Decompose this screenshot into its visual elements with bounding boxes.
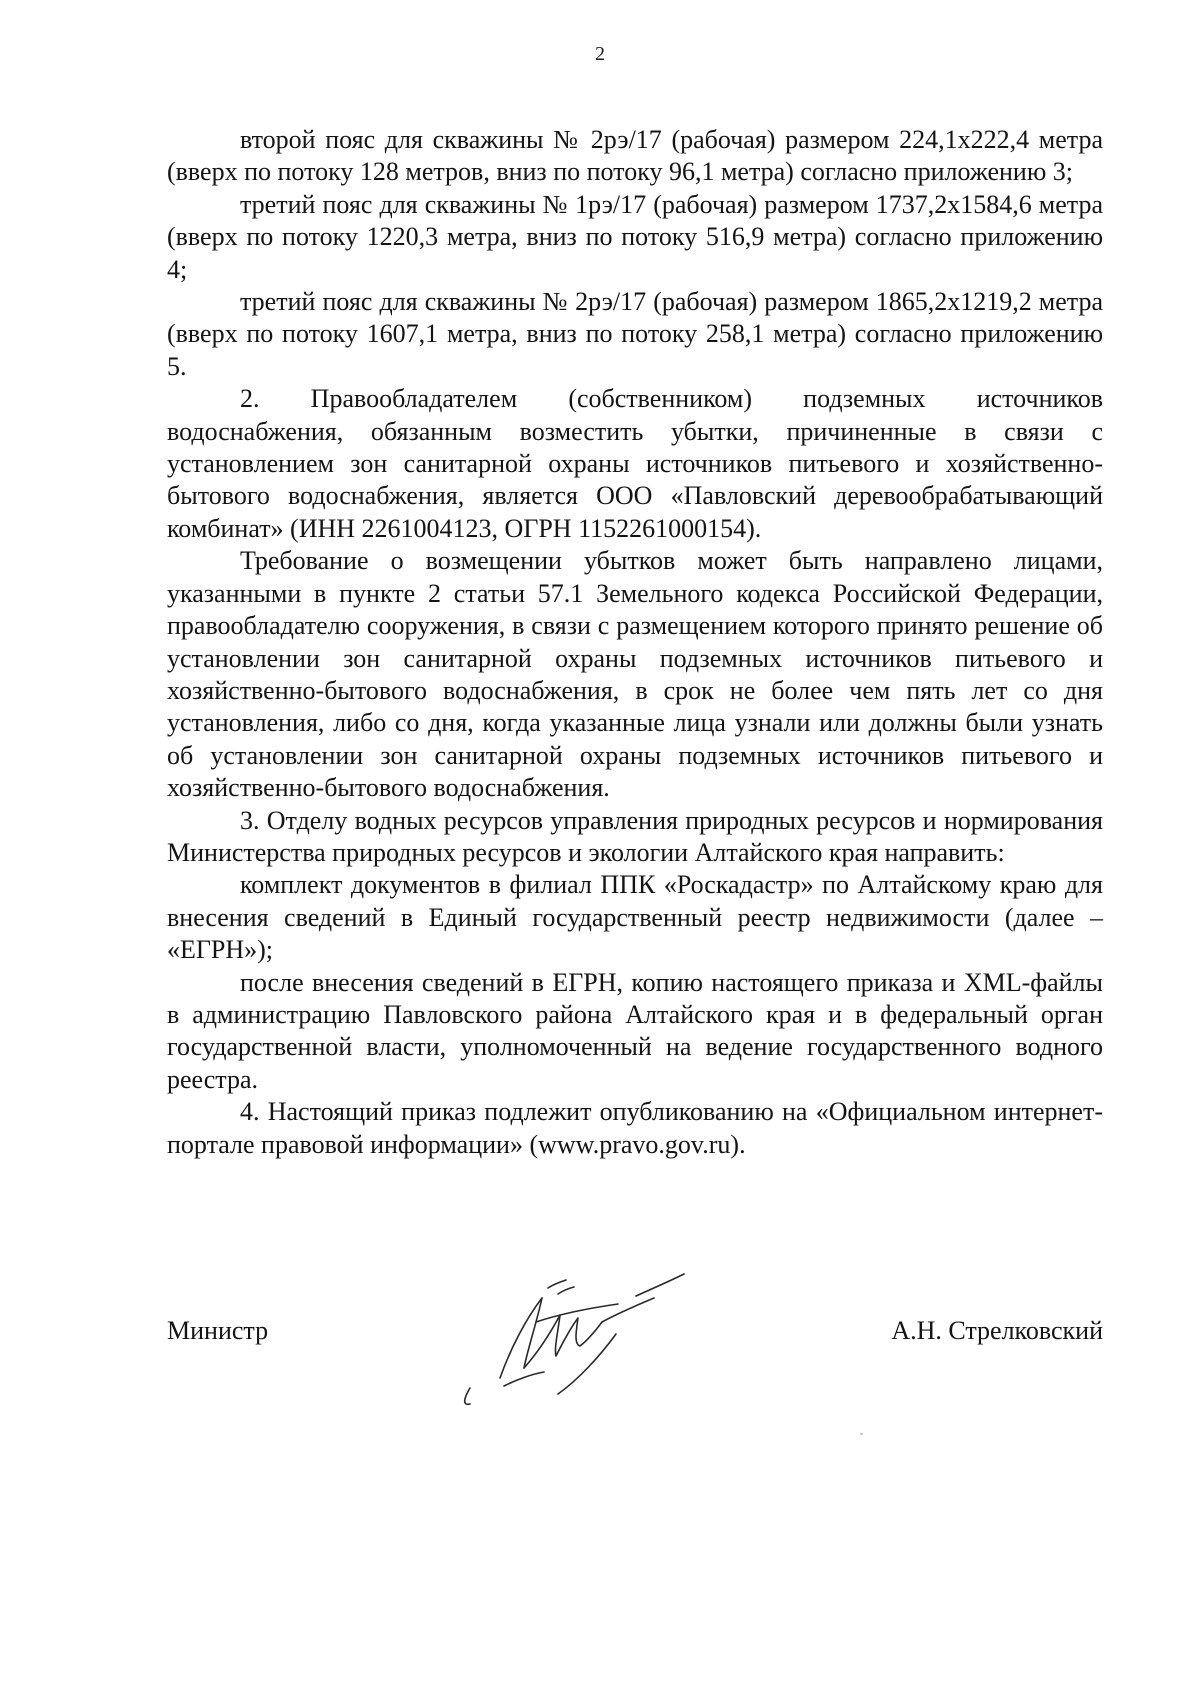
- scan-speck: [860, 1433, 863, 1435]
- document-body: [167, 124, 1103, 1161]
- paragraph-third-belt-1re17: третий пояс для скважины № 1рэ/17 (рабочая) размером 1737,2х1584,6 метра (вверх по потоку 1220,3 метра, вниз по потоку 516,9 метра) согласно приложению 4;: [167, 189, 1103, 284]
- paragraph-second-belt-2re17: второй пояс для скважины № 2рэ/17 (рабочая) размером 224,1х222,4 метра (вверх по потоку 128 метров, вниз по потоку 96,1 метра) согласно приложению 3;: [167, 125, 1103, 187]
- handwritten-signature: [440, 1270, 740, 1420]
- signatory-name: А.Н. Стрелковский: [891, 1316, 1103, 1345]
- paragraph-item-3-water-department: 3. Отделу водных ресурсов управления природных ресурсов и нормирования Министерства природных ресурсов и экологии Алтайского края направить:: [167, 805, 1103, 867]
- signatory-title: Министр: [167, 1316, 269, 1345]
- paragraph-damages-claim: Требование о возмещении убытков может быть направлено лицами, указанными в пункте 2 статьи 57.1 Земельного кодекса Российской Федерации, правообладателю сооружения, в связи с размещением которого принято решение об установлении зон санитарной охраны подземных источников питьевого и хозяйственно-бытового водоснабжения, в срок не более чем пять лет со дня установления, либо со дня, когда указанные лица узнали или должны были узнать об установлении зон санитарной охраны подземных источников питьевого и хозяйственно-бытового водоснабжения.: [167, 546, 1103, 803]
- paragraph-item-2-owner: 2. Правообладателем (собственником) подземных источников водоснабжения, обязанным возместить убытки, причиненные в связи с установлением зон санитарной охраны источников питьевого и хозяйственно-бытового водоснабжения, является ООО «Павловский деревообрабатывающий комбинат» (ИНН 2261004123, ОГРН 1152261000154).: [167, 384, 1103, 543]
- paragraph-documents-to-roskadastr: комплект документов в филиал ППК «Роскадастр» по Алтайскому краю для внесения сведений в Единый государственный реестр недвижимости (далее – «ЕГРН»);: [167, 870, 1103, 965]
- paragraph-item-4-publication: 4. Настоящий приказ подлежит опубликованию на «Официальном интернет-портале правовой информации» (www.pravo.gov.ru).: [167, 1097, 1103, 1159]
- paragraph-copy-and-xml-files: после внесения сведений в ЕГРН, копию настоящего приказа и XML-файлы в администрацию Павловского района Алтайского края и в федеральный орган государственной власти, уполномоченный на ведение государственного водного реестра.: [167, 967, 1103, 1094]
- page-number: 2: [595, 43, 605, 65]
- paragraph-third-belt-2re17: третий пояс для скважины № 2рэ/17 (рабочая) размером 1865,2х1219,2 метра (вверх по потоку 1607,1 метра, вниз по потоку 258,1 метра) согласно приложению 5.: [167, 287, 1103, 381]
